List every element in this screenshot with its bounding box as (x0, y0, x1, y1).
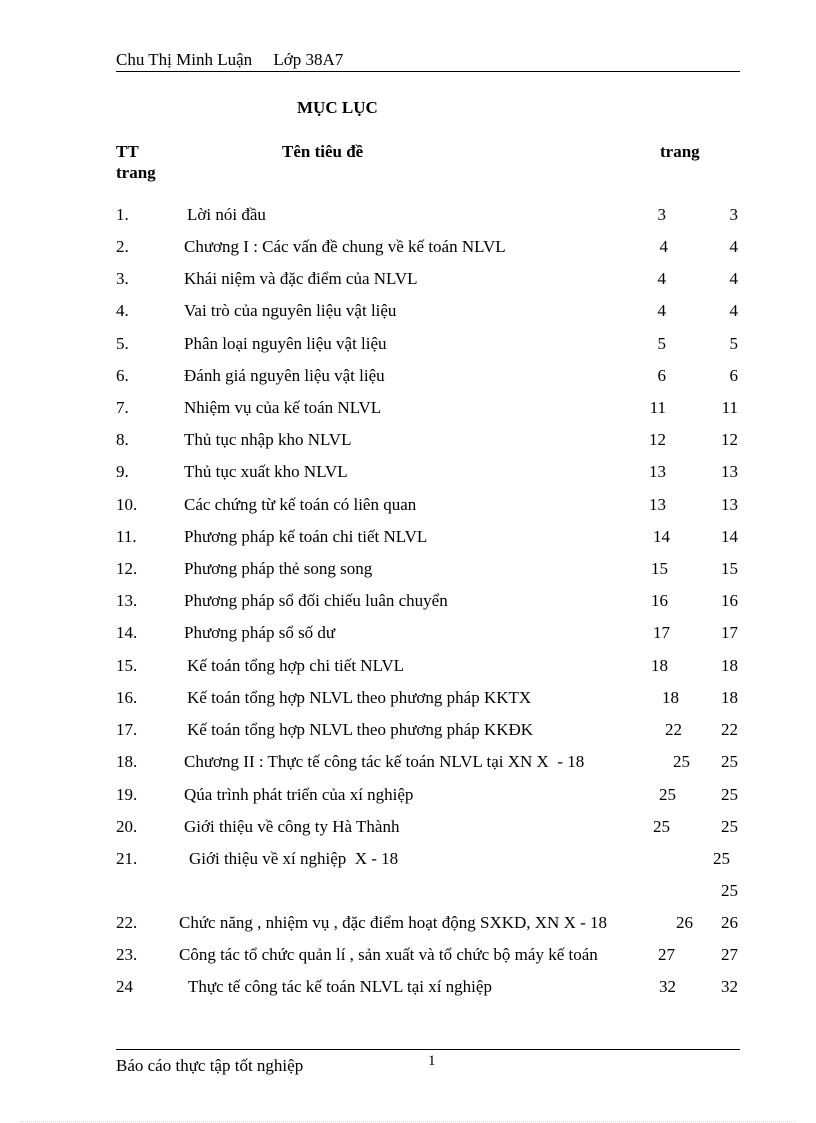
toc-row-page: 12 (649, 430, 666, 449)
toc-row-number: 23. (116, 945, 138, 964)
toc-row-number: 7. (116, 398, 129, 417)
toc-row-title: Kế toán tổng hợp chi tiết NLVL (187, 656, 405, 675)
toc-row-number: 18. (116, 752, 138, 771)
toc-row-page-repeat: 4 (729, 269, 738, 288)
toc-row (0, 269, 816, 291)
toc-row (0, 720, 816, 742)
toc-row-page-repeat: 13 (721, 462, 738, 481)
toc-row-title: Thực tế công tác kế toán NLVL tại xí nghiệp (188, 977, 492, 996)
toc-row (0, 237, 816, 259)
toc-row-title: Chức năng , nhiệm vụ , đặc điểm hoạt động SXKD, XN X - 18 (179, 913, 608, 932)
toc-row-title: Thủ tục nhập kho NLVL (184, 430, 352, 449)
toc-row-page-repeat: 26 (721, 913, 738, 932)
toc-row-page: 6 (657, 366, 666, 385)
toc-row-title: Lời nói đầu (187, 205, 266, 224)
toc-row-page-repeat: 17 (721, 623, 738, 642)
toc-row-title: Phương pháp thẻ song song (184, 559, 373, 578)
toc-row (0, 334, 816, 356)
toc-row-page-repeat: 16 (721, 591, 738, 610)
toc-row-page: 4 (659, 237, 668, 256)
toc-row-page: 18 (662, 688, 679, 707)
toc-row-page-repeat: 25 (721, 881, 738, 900)
toc-row-title: Chương II : Thực tế công tác kế toán NLVL tại XN X - 18 (184, 752, 585, 771)
toc-row-page: 27 (658, 945, 675, 964)
toc-row-number: 9. (116, 462, 129, 481)
toc-row (0, 688, 816, 710)
toc-row-page-repeat: 15 (721, 559, 738, 578)
toc-row-page-repeat: 11 (721, 398, 738, 417)
toc-row-number: 3. (116, 269, 129, 288)
toc-row-number: 8. (116, 430, 129, 449)
toc-row (0, 817, 816, 839)
toc-row-page: 4 (657, 301, 666, 320)
toc-row-page-repeat: 13 (721, 495, 738, 514)
toc-row-number: 19. (116, 785, 138, 804)
toc-row-title: Giới thiệu về công ty Hà Thành (184, 817, 400, 836)
column-header-name: Tên tiêu đề (282, 142, 364, 161)
toc-row-page: 26 (676, 913, 693, 932)
toc-row-page: 14 (653, 527, 670, 546)
toc-row-page: 3 (657, 205, 666, 224)
toc-row (0, 591, 816, 613)
toc-row-page-repeat: 4 (729, 237, 738, 256)
toc-row-title: Thủ tục xuất kho NLVL (184, 462, 348, 481)
toc-row-page: 16 (651, 591, 668, 610)
toc-row (0, 205, 816, 227)
toc-row-number: 1. (116, 205, 129, 224)
toc-row-page: 4 (657, 269, 666, 288)
toc-row-number: 2. (116, 237, 129, 256)
toc-row (0, 527, 816, 549)
toc-row-page: 13 (649, 462, 666, 481)
toc-row-number: 24 (116, 977, 133, 996)
toc-row-page-repeat: 5 (729, 334, 738, 353)
toc-row-title: Nhiệm vụ của kế toán NLVL (184, 398, 382, 417)
toc-row-page: 25 (673, 752, 690, 771)
column-header-tt: TT (116, 142, 139, 161)
page-title: MỤC LỤC (297, 98, 378, 117)
toc-row (0, 785, 816, 807)
toc-row-page: 32 (659, 977, 676, 996)
toc-row-title: Chương I : Các vấn đề chung về kế toán NLVL (184, 237, 506, 256)
toc-row-page-repeat: 18 (721, 688, 738, 707)
toc-row-page-repeat: 14 (721, 527, 738, 546)
toc-row-page-repeat: 22 (721, 720, 738, 739)
footer-rule (116, 1049, 740, 1050)
toc-row (0, 495, 816, 517)
toc-row-title: Phương pháp sổ đối chiếu luân chuyển (184, 591, 448, 610)
toc-row-number: 15. (116, 656, 138, 675)
column-header-tt-sub: trang (116, 163, 156, 182)
toc-row (0, 623, 816, 645)
toc-row-title: Qúa trình phát triển của xí nghiệp (184, 785, 414, 804)
toc-row-title: Đánh giá nguyên liệu vật liệu (184, 366, 385, 385)
toc-row-page-repeat: 4 (729, 301, 738, 320)
toc-row-title: Khái niệm và đặc điểm của NLVL (184, 269, 418, 288)
toc-row-number: 4. (116, 301, 129, 320)
toc-row-page-repeat: 3 (729, 205, 738, 224)
toc-row-page: 11 (649, 398, 666, 417)
toc-row-title: Các chứng từ kế toán có liên quan (184, 495, 417, 514)
toc-row-title: Phương pháp sổ số dư (184, 623, 336, 642)
toc-row (0, 301, 816, 323)
toc-row (0, 462, 816, 484)
toc-row-number: 10. (116, 495, 138, 514)
toc-row (0, 559, 816, 581)
toc-row-page: 25 (713, 849, 730, 868)
toc-row-page: 13 (649, 495, 666, 514)
toc-row-number: 14. (116, 623, 138, 642)
toc-row (0, 366, 816, 388)
toc-row-title: Kế toán tổng hợp NLVL theo phương pháp KKĐK (187, 720, 534, 739)
page-edge-divider (20, 1121, 796, 1122)
page-number: 1 (428, 1053, 436, 1069)
toc-row-page: 17 (653, 623, 670, 642)
header-text: Chu Thị Minh Luận Lớp 38A7 (116, 50, 344, 69)
toc-row-page-repeat: 25 (721, 785, 738, 804)
toc-row-page: 18 (651, 656, 668, 675)
toc-row (0, 398, 816, 420)
toc-row-page-repeat: 25 (721, 817, 738, 836)
toc-row (0, 945, 816, 967)
toc-row-page: 22 (665, 720, 682, 739)
toc-row (0, 849, 816, 900)
toc-row (0, 656, 816, 678)
toc-row-number: 11. (116, 527, 137, 546)
toc-row-number: 17. (116, 720, 138, 739)
toc-row-page-repeat: 27 (721, 945, 738, 964)
toc-row-number: 6. (116, 366, 129, 385)
footer-text: Báo cáo thực tập tốt nghiệp (116, 1056, 304, 1075)
toc-row-page-repeat: 6 (729, 366, 738, 385)
toc-row-title: Kế toán tổng hợp NLVL theo phương pháp KKTX (187, 688, 532, 707)
toc-row-title: Vai trò của nguyên liệu vật liệu (184, 301, 397, 320)
toc-row-number: 20. (116, 817, 138, 836)
column-header-page: trang (660, 142, 700, 161)
toc-row-title: Phân loại nguyên liệu vật liệu (184, 334, 387, 353)
toc-row-number: 16. (116, 688, 138, 707)
toc-row-number: 12. (116, 559, 138, 578)
toc-row-page: 25 (653, 817, 670, 836)
toc-row-number: 5. (116, 334, 129, 353)
toc-row-number: 21. (116, 849, 138, 868)
toc-row (0, 913, 816, 935)
toc-row-title: Công tác tổ chức quản lí , sản xuất và tổ chức bộ máy kế toán (179, 945, 598, 964)
toc-row-number: 13. (116, 591, 138, 610)
toc-row-title: Phương pháp kế toán chi tiết NLVL (184, 527, 428, 546)
header-rule (116, 71, 740, 72)
toc-row-title: Giới thiệu về xí nghiệp X - 18 (189, 849, 399, 868)
toc-row (0, 752, 816, 774)
toc-row-page: 15 (651, 559, 668, 578)
toc-row-page-repeat: 32 (721, 977, 738, 996)
toc-row-page-repeat: 25 (721, 752, 738, 771)
toc-row-page: 25 (659, 785, 676, 804)
toc-row (0, 977, 816, 999)
toc-row-page-repeat: 12 (721, 430, 738, 449)
toc-row-number: 22. (116, 913, 138, 932)
toc-row (0, 430, 816, 452)
toc-row-page-repeat: 18 (721, 656, 738, 675)
toc-row-page: 5 (657, 334, 666, 353)
